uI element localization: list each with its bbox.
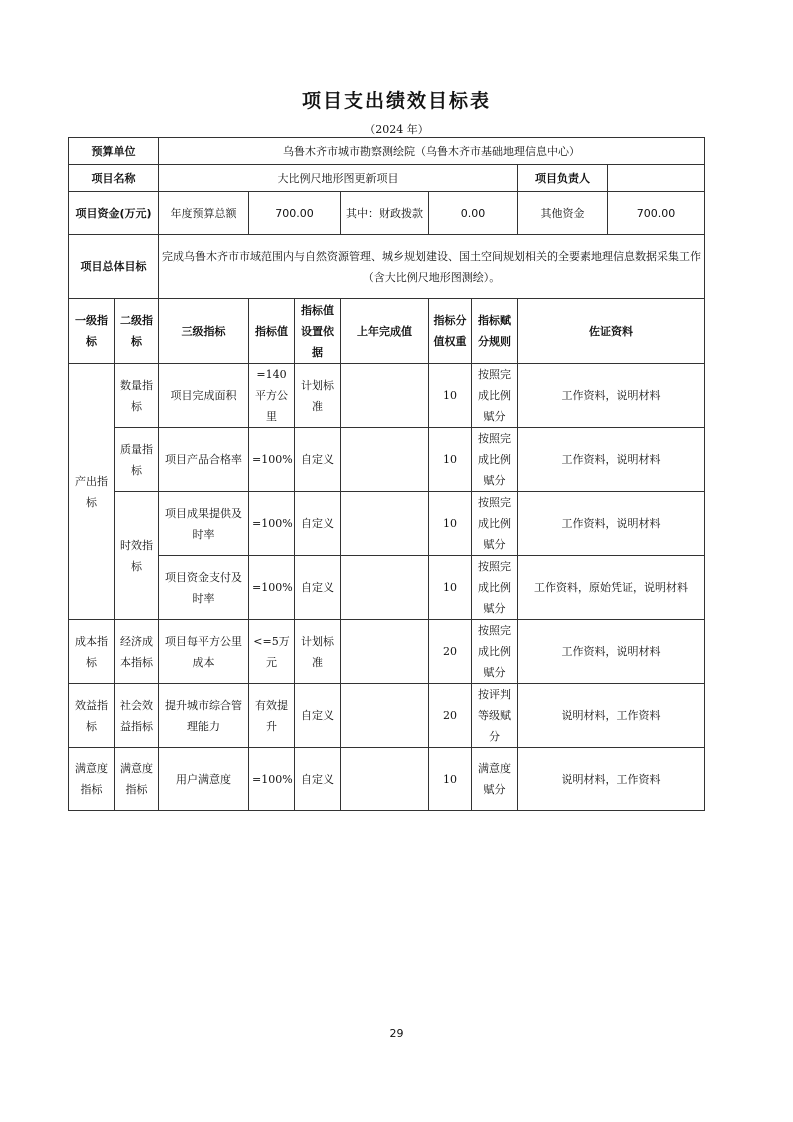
header-value: 指标值 bbox=[249, 299, 295, 364]
indicator-value: =140平方公里 bbox=[249, 364, 295, 428]
indicator-evidence: 工作资料，说明材料 bbox=[518, 620, 705, 684]
row-project-funds bbox=[69, 192, 705, 235]
project-owner-label: 项目负责人 bbox=[518, 165, 608, 192]
header-rule: 指标赋分规则 bbox=[472, 299, 518, 364]
indicator-name: 项目成果提供及时率 bbox=[159, 492, 249, 556]
indicator-evidence: 工作资料，说明材料 bbox=[518, 428, 705, 492]
indicator-basis: 自定义 bbox=[295, 428, 341, 492]
indicator-rule: 按照完成比例赋分 bbox=[472, 364, 518, 428]
table-row bbox=[69, 556, 705, 620]
indicator-weight: 10 bbox=[429, 748, 472, 811]
table-row bbox=[69, 492, 705, 556]
indicator-basis: 自定义 bbox=[295, 684, 341, 748]
indicator-weight: 20 bbox=[429, 620, 472, 684]
indicator-weight: 10 bbox=[429, 428, 472, 492]
other-funds-label: 其他资金 bbox=[518, 192, 608, 235]
indicator-name: 项目资金支付及时率 bbox=[159, 556, 249, 620]
group-satisfaction: 满意度指标 bbox=[69, 748, 115, 811]
indicator-last-year bbox=[341, 620, 429, 684]
row-budget-unit bbox=[69, 138, 705, 165]
annual-budget-label: 年度预算总额 bbox=[159, 192, 249, 235]
overall-goal-value: 完成乌鲁木齐市市域范围内与自然资源管理、城乡规划建设、国土空间规划相关的全要素地理信息数据采集工作（含大比例尺地形图测绘）。 bbox=[159, 235, 705, 299]
table-row bbox=[69, 364, 705, 428]
indicator-name: 提升城市综合管理能力 bbox=[159, 684, 249, 748]
row-headers bbox=[69, 299, 705, 364]
indicator-rule: 按评判等级赋分 bbox=[472, 684, 518, 748]
indicator-last-year bbox=[341, 428, 429, 492]
indicator-weight: 10 bbox=[429, 492, 472, 556]
indicator-name: 项目产品合格率 bbox=[159, 428, 249, 492]
project-name-value: 大比例尺地形图更新项目 bbox=[159, 165, 518, 192]
group-output: 产出指标 bbox=[69, 364, 115, 620]
annual-budget-value: 700.00 bbox=[249, 192, 341, 235]
indicator-basis: 自定义 bbox=[295, 556, 341, 620]
header-last-year: 上年完成值 bbox=[341, 299, 429, 364]
indicator-last-year bbox=[341, 748, 429, 811]
indicator-last-year bbox=[341, 684, 429, 748]
indicator-value: =100% bbox=[249, 556, 295, 620]
row-overall-goal bbox=[69, 235, 705, 299]
project-name-label: 项目名称 bbox=[69, 165, 159, 192]
indicator-basis: 自定义 bbox=[295, 748, 341, 811]
indicator-name: 项目每平方公里成本 bbox=[159, 620, 249, 684]
fiscal-allocation-value: 0.00 bbox=[429, 192, 518, 235]
performance-table bbox=[68, 137, 705, 811]
group-economic-cost: 经济成本指标 bbox=[115, 620, 159, 684]
indicator-last-year bbox=[341, 492, 429, 556]
indicator-weight: 20 bbox=[429, 684, 472, 748]
table-row bbox=[69, 684, 705, 748]
other-funds-value: 700.00 bbox=[608, 192, 705, 235]
indicator-evidence: 工作资料，原始凭证，说明材料 bbox=[518, 556, 705, 620]
indicator-rule: 按照完成比例赋分 bbox=[472, 556, 518, 620]
group-benefit: 效益指标 bbox=[69, 684, 115, 748]
group-quality: 质量指标 bbox=[115, 428, 159, 492]
group-social-benefit: 社会效益指标 bbox=[115, 684, 159, 748]
indicator-weight: 10 bbox=[429, 556, 472, 620]
header-weight: 指标分值权重 bbox=[429, 299, 472, 364]
header-level1: 一级指标 bbox=[69, 299, 115, 364]
indicator-value: =100% bbox=[249, 492, 295, 556]
indicator-evidence: 说明材料，工作资料 bbox=[518, 684, 705, 748]
budget-unit-value: 乌鲁木齐市城市勘察测绘院（乌鲁木齐市基础地理信息中心） bbox=[159, 138, 705, 165]
project-owner-value bbox=[608, 165, 705, 192]
indicator-rule: 按照完成比例赋分 bbox=[472, 428, 518, 492]
group-satisfaction-sub: 满意度指标 bbox=[115, 748, 159, 811]
header-evidence: 佐证资料 bbox=[518, 299, 705, 364]
table-row bbox=[69, 748, 705, 811]
indicator-basis: 计划标准 bbox=[295, 620, 341, 684]
header-basis: 指标值设置依据 bbox=[295, 299, 341, 364]
group-timeliness: 时效指标 bbox=[115, 492, 159, 620]
overall-goal-label: 项目总体目标 bbox=[69, 235, 159, 299]
indicator-value: 有效提升 bbox=[249, 684, 295, 748]
page-title: 项目支出绩效目标表 bbox=[301, 90, 491, 112]
header-level3: 三级指标 bbox=[159, 299, 249, 364]
indicator-value: =100% bbox=[249, 748, 295, 811]
indicator-weight: 10 bbox=[429, 364, 472, 428]
indicator-value: <=5万元 bbox=[249, 620, 295, 684]
group-cost: 成本指标 bbox=[69, 620, 115, 684]
indicator-name: 项目完成面积 bbox=[159, 364, 249, 428]
indicator-basis: 自定义 bbox=[295, 492, 341, 556]
indicator-value: =100% bbox=[249, 428, 295, 492]
indicator-evidence: 工作资料，说明材料 bbox=[518, 364, 705, 428]
header-level2: 二级指标 bbox=[115, 299, 159, 364]
project-funds-label: 项目资金(万元) bbox=[69, 192, 159, 235]
indicator-basis: 计划标准 bbox=[295, 364, 341, 428]
indicator-rule: 满意度赋分 bbox=[472, 748, 518, 811]
year-label: （2024 年） bbox=[364, 123, 429, 136]
indicator-rule: 按照完成比例赋分 bbox=[472, 492, 518, 556]
indicator-name: 用户满意度 bbox=[159, 748, 249, 811]
table-row bbox=[69, 428, 705, 492]
fiscal-allocation-label: 其中：财政拨款 bbox=[341, 192, 429, 235]
budget-unit-label: 预算单位 bbox=[69, 138, 159, 165]
indicator-last-year bbox=[341, 556, 429, 620]
indicator-last-year bbox=[341, 364, 429, 428]
indicator-evidence: 说明材料，工作资料 bbox=[518, 748, 705, 811]
table-row bbox=[69, 620, 705, 684]
indicator-rule: 按照完成比例赋分 bbox=[472, 620, 518, 684]
row-project-name bbox=[69, 165, 705, 192]
indicator-evidence: 工作资料，说明材料 bbox=[518, 492, 705, 556]
page-number: 29 bbox=[389, 1027, 404, 1040]
group-quantity: 数量指标 bbox=[115, 364, 159, 428]
